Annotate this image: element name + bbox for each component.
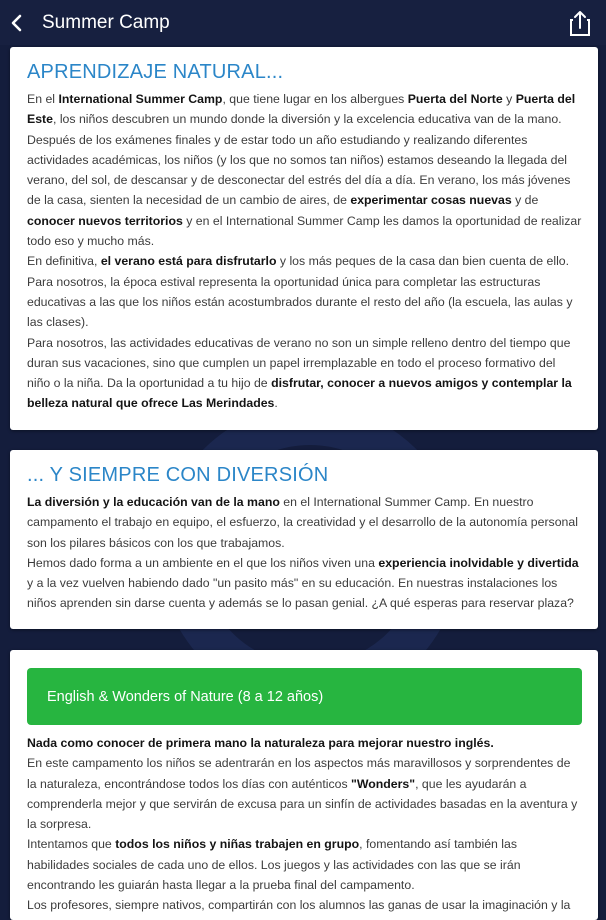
text-run: En definitiva, [27,254,101,269]
bold-text: el verano está para disfrutarlo [100,254,277,269]
text-run: en el International Summer Camp. En nuestro campamento el trabajo en equipo, el esfuerzo, la creatividad y el desarrollo de la autonomía personal son los pilares básicos con los que trabajamos. [27,495,578,550]
section-body [27,492,582,614]
text-run: y de [511,193,539,208]
section-body [27,89,582,414]
section-card-english-wonders [10,650,598,920]
text-run: Hemos dado forma a un ambiente en el que los niños viven una [27,555,379,570]
text-run: y [502,92,516,106]
paragraph [27,492,582,553]
bold-text: La diversión y la educación van de la mano [27,495,280,509]
paragraph [27,753,582,834]
camp-title-banner[interactable]: English & Wonders of Nature (8 a 12 años) [27,668,582,725]
section-card-diversion [10,450,598,629]
paragraph [27,333,582,414]
share-button[interactable] [560,0,600,45]
bold-text: disfrutar, conocer a nuevos amigos y contemplar la belleza natural que ofrece Las Merindades [27,376,572,411]
paragraph [27,89,582,130]
scroll-content[interactable] [0,45,606,913]
section-card-aprendizaje [10,47,598,430]
app-bar [0,0,606,45]
text-run: Para nosotros, las actividades educativas de verano no son un simple relleno dentro del tiempo que duran sus vacaciones, sino que cumplen un papel irremplazable en todo el proceso formativo del niño o la niña. Da la oportunidad a tu hijo de [27,335,571,391]
text-run: Intentamos que [27,837,116,852]
share-icon [569,9,591,37]
chevron-left-icon [10,14,24,32]
text-run: Después de los exámenes finales y de estar todo un año estudiando y realizando diferentes actividades académicas, los niños (y los que no somos tan niños) estamos deseando la llegada del verano, del sol, de descansar y de desconectar del estrés del día a día. En verano, los más jóvenes de la casa, sienten la necesidad de un cambio de aires, de [27,132,571,208]
text-run: , que les ayudarán a comprenderla mejor y que servirán de excusa para un sinfín de actividades basadas en la aventura y la sorpresa. [27,776,578,832]
text-run: . [274,396,278,411]
paragraph [27,733,582,753]
section-heading: APRENDIZAJE NATURAL... [27,61,284,83]
text-run: y los más peques de la casa dan bien cuenta de ello. Para nosotros, la época estival representa la oportunidad única para completar las estructuras educativas a las que los niños están acostumbrados durante el resto del año (la escuela, las aulas y las clases). [27,254,573,330]
bold-text: experimentar cosas nuevas [350,193,512,208]
text-run: , fomentando así también las habilidades sociales de cada uno de ellos. Los juegos y las actividades con las que se irán encontrando les guiarán hasta llegar a la prueba final del campamento. [27,837,521,893]
paragraph [27,130,582,252]
text-run: y en el International Summer Camp les damos la oportunidad de realizar todo eso y mucho más. [27,213,582,249]
bold-text: Puerta del Norte [407,92,503,106]
back-button[interactable] [0,0,34,45]
text-run: En el [27,92,59,106]
text-run: En este campamento los niños se adentrarán en los aspectos más maravillosos y sorprendentes de la naturaleza, encontrándose todos los días con auténticos [27,756,571,791]
bold-text: Puerta del Este [27,92,576,127]
paragraph [27,553,582,614]
text-run: , los niños descubren un mundo donde la diversión y la excelencia educativa van de la mano. [52,112,562,127]
bold-text: todos los niños y niñas trabajen en grupo [115,837,360,852]
bold-text: International Summer Camp [58,92,223,106]
bold-text: experiencia inolvidable y divertida [378,555,579,570]
bold-text: "Wonders" [351,776,416,791]
paragraph [27,834,582,895]
section-heading: ... Y SIEMPRE CON DIVERSIÓN [27,464,329,486]
paragraph [27,251,582,332]
page-title: Summer Camp [42,11,170,33]
bold-text: conocer nuevos territorios [27,213,183,228]
text-run: Los profesores, siempre nativos, compartirán con los alumnos las ganas de usar la imaginación y la [27,898,571,913]
text-run: , que tiene lugar en los albergues [222,92,408,106]
paragraph [27,895,582,915]
text-run: y a la vez vuelven habiendo dado "un pasito más" en su educación. En nuestras instalaciones los niños aprenden sin darse cuenta y además se lo pasan genial. ¿A qué esperas para reservar plaza? [27,576,574,611]
bold-text: Nada como conocer de primera mano la naturaleza para mejorar nuestro inglés. [27,736,494,750]
section-body [27,733,582,916]
